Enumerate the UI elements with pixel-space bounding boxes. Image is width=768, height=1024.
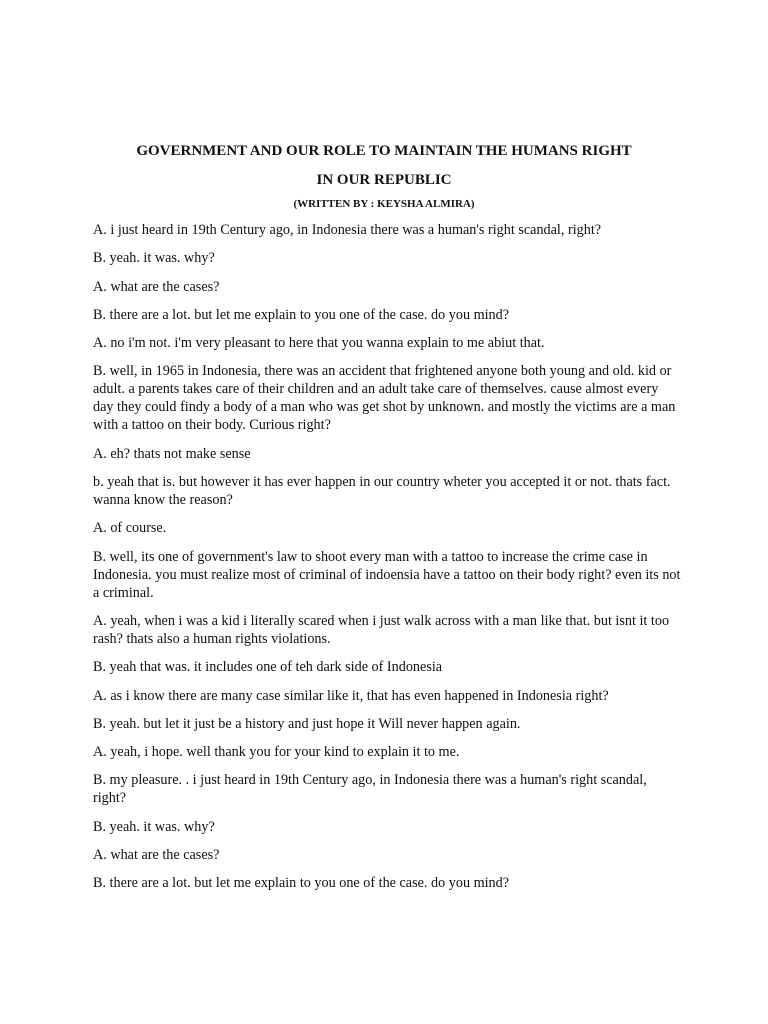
- dialogue-paragraph-15: A. yeah, i hope. well thank you for your kind to explain it to me.: [93, 744, 460, 761]
- dialogue-paragraph-3: A. what are the cases?: [93, 278, 220, 295]
- dialogue-paragraph-9: A. of course.: [93, 520, 167, 537]
- author-byline: (WRITTEN BY : KEYSHA ALMIRA): [293, 198, 475, 210]
- document-title-line-1: GOVERNMENT AND OUR ROLE TO MAINTAIN THE HUMANS RIGHT: [136, 143, 632, 159]
- dialogue-paragraph-7: A. eh? thats not make sense: [93, 445, 251, 462]
- dialogue-paragraph-18: A. what are the cases?: [93, 847, 220, 864]
- dialogue-paragraph-12: B. yeah that was. it includes one of teh dark side of Indonesia: [93, 659, 443, 676]
- dialogue-paragraph-17: B. yeah. it was. why?: [93, 818, 215, 835]
- dialogue-paragraph-1: A. i just heard in 19th Century ago, in Indonesia there was a human's right scandal, right?: [93, 222, 602, 238]
- dialogue-paragraph-13: A. as i know there are many case similar like it, that has even happened in Indonesia right?: [93, 687, 609, 704]
- dialogue-paragraph-14: B. yeah. but let it just be a history and just hope it Will never happen again.: [93, 715, 521, 732]
- dialogue-body: [93, 221, 681, 903]
- dialogue-paragraph-6: B. well, in 1965 in Indonesia, there was an accident that frightened anyone both young and old. kid or adult. a parents takes care of their children and an adult take care of themselves. cause almost every day they could findy a body of a man who was get shot by unknown. and mostly the victims are a man with a tattoo on their body. Curious right?: [93, 363, 676, 434]
- dialogue-paragraph-4: B. there are a lot. but let me explain to you one of the case. do you mind?: [93, 306, 510, 323]
- dialogue-paragraph-2: B. yeah. it was. why?: [93, 250, 215, 267]
- dialogue-paragraph-19: B. there are a lot. but let me explain to you one of the case. do you mind?: [93, 875, 510, 892]
- dialogue-paragraph-5: A. no i'm not. i'm very pleasant to here that you wanna explain to me abiut that.: [93, 335, 545, 352]
- dialogue-paragraph-10: B. well, its one of government's law to shoot every man with a tattoo to increase the crime case in Indonesia. you must realize most of criminal of indoensia have a tattoo on their body right? even its not a criminal.: [93, 548, 681, 601]
- dialogue-paragraph-8: b. yeah that is. but however it has ever happen in our country wheter you accepted it or not. thats fact. wanna know the reason?: [93, 474, 671, 509]
- dialogue-paragraph-11: A. yeah, when i was a kid i literally scared when i just walk across with a man like that. but isnt it too rash? thats also a human rights violations.: [93, 612, 670, 647]
- document-title-line-2: IN OUR REPUBLIC: [316, 172, 452, 188]
- dialogue-paragraph-16: B. my pleasure. . i just heard in 19th Century ago, in Indonesia there was a human's right scandal, right?: [93, 772, 647, 807]
